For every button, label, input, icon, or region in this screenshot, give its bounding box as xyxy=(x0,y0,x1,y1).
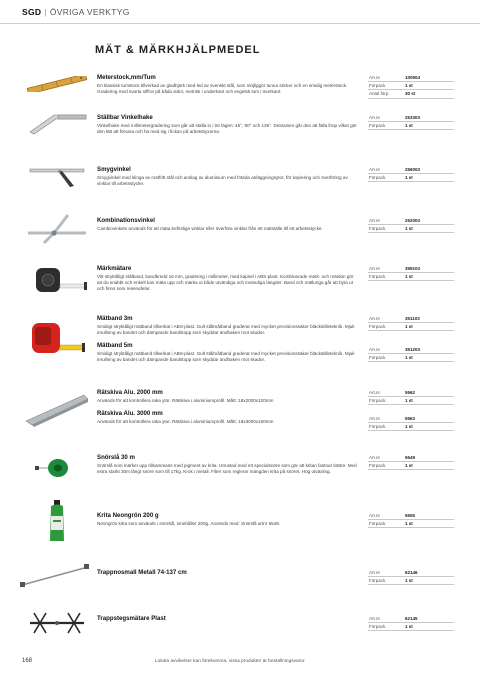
spec-label: Art.nr xyxy=(368,415,404,423)
product-name: Meterstock,mm/Tum xyxy=(97,74,156,81)
article-number: 100504 xyxy=(404,74,454,82)
spec-label: Förpack. xyxy=(368,423,404,431)
spec-label: Art.nr xyxy=(368,346,404,354)
product-description: Smidigt stryktåligt mätband tillverkat i ABS-plast. Gult stålmåtband graderat med mycket precisionssäker bläckstilletekník. Mjuk inrullning av bandet och dämpande bandstopp som skyddar ändhaken mot skador. xyxy=(97,324,355,335)
product-name: Trappstegsmätare Plast xyxy=(97,615,166,622)
pack-size: 1 st xyxy=(404,462,454,470)
pack-size: 1 st xyxy=(404,122,454,130)
spec-table xyxy=(368,569,454,585)
spec-table xyxy=(368,217,454,233)
article-number: 5555 xyxy=(404,512,454,520)
spec-table xyxy=(368,389,454,405)
spec-label: Art.nr xyxy=(368,114,404,122)
product-name: Kombinationsvinkel xyxy=(97,217,155,224)
pack-size: 1 st xyxy=(404,225,454,233)
pack-size: 1 st xyxy=(404,520,454,528)
product-description: Vitt stryktåligt stålband, bandbredd 16 mm, gradering i millimeter, med kapsel i ABS-plast. Kombinerade märk- och mätdon gör att du snabbt och enkelt kan mäta upp och märka ut både utvändiga och invändiga längder. Band och mätlunga går att byta ut och finns som reservdelar. xyxy=(97,274,354,291)
spec-table xyxy=(368,615,454,631)
spec-table xyxy=(368,454,454,470)
article-number: 256003 xyxy=(404,166,454,174)
product-name: Smygvinkel xyxy=(97,166,131,173)
product-description: Snörslå som märker upp tillsammans med pigment av krita. Utrustad med ett specialsnöre som gör att kritan fastnar bättre. Med extra starkt 30m långt snöre som till 17kg. Krok i metall. Filter som reglerar mängden krita på snöret. Hög utväxling. xyxy=(97,463,357,474)
product-description: Vinkelhake med millimetergradering som går att ställa in i tre lägen: 45°, 90° och 135°. Dessutom går den att fälla ihop vilket gör den lätt att förvara och ha med sig i fickan på arbetsbyxorna. xyxy=(97,123,357,134)
spec-label: Art.nr xyxy=(368,389,404,397)
brand-name: SGD xyxy=(22,7,42,17)
article-number: 62146 xyxy=(404,569,454,577)
page-title: MÄT & MÄRKHJÄLPMEDEL xyxy=(95,44,261,56)
smygvinkel-image xyxy=(24,166,90,188)
article-number: 5549 xyxy=(404,454,454,462)
matband-image xyxy=(24,319,90,359)
pack-size: 1 st xyxy=(404,82,454,90)
spec-label: Förpack. xyxy=(368,273,404,281)
spec-label: Förpack. xyxy=(368,623,404,631)
page-header xyxy=(0,0,480,24)
spec-label: Förpack. xyxy=(368,225,404,233)
snorsla-image xyxy=(24,454,90,480)
article-number: 359103 xyxy=(404,265,454,273)
product-name: Mätband 3m xyxy=(97,315,133,322)
product-name: Krita Neongrön 200 g xyxy=(97,512,159,519)
header-breadcrumb: SGD | ÖVRIGA VERKTYG xyxy=(22,7,130,17)
product-name: Trappnosmall Metall 74-137 cm xyxy=(97,569,187,576)
spec-label: Art.nr xyxy=(368,569,404,577)
pack-size: 1 st xyxy=(404,577,454,585)
product-description: Smygvinkel med klinga av rostfritt stål och anslag av aluminium med fräsda anläggningsytor, för kopiering och överföring av vinklar till arbetsstycke. xyxy=(97,175,348,186)
product-name: Ställbar Vinkelhake xyxy=(97,114,153,121)
product-name: Rätskiva Alu. 2000 mm xyxy=(97,389,163,396)
spec-label: Förpack. xyxy=(368,354,404,362)
spec-table xyxy=(368,512,454,528)
product-description: Smidigt stryktåligt mätband tillverkat i ABS-plast. Gult stålmåtband graderat med mycket precisionssäker bläckstilletekník. Mjuk inrullning av bandet och dämpande bandstopp som skyddar ändhaken mot skador. xyxy=(97,351,355,362)
spec-label: Förpack. xyxy=(368,520,404,528)
spec-table xyxy=(368,265,454,281)
kombinationsvinkel-image xyxy=(24,211,90,245)
spec-label: Förpack. xyxy=(368,323,404,331)
spec-label: Förpack. xyxy=(368,577,404,585)
spec-label: Förpack. xyxy=(368,397,404,405)
pack-count: 30 st xyxy=(404,90,454,98)
pack-size: 1 st xyxy=(404,174,454,182)
spec-label: Förpack. xyxy=(368,174,404,182)
vinkelhake-image xyxy=(24,112,90,136)
krita-image xyxy=(24,498,90,544)
product-description: En klassisk tumstock tillverkad av gladbjörk med led av svenskt stål, som möjliggör tunna sticker och en smidig meterstock. Gradering med svarta siffror på båda sidor, metrisk i underkant och engelsk tum i överkant. xyxy=(97,83,348,94)
section-name: ÖVRIGA VERKTYG xyxy=(49,7,130,17)
spec-table xyxy=(368,166,454,182)
spec-table xyxy=(368,315,454,331)
pack-size: 1 st xyxy=(404,397,454,405)
spec-label: Art.nr xyxy=(368,315,404,323)
page-number: 168 xyxy=(22,658,33,664)
article-number: 62145 xyxy=(404,615,454,623)
trappstegsmatare-image xyxy=(24,609,90,639)
product-name: Mätband 5m xyxy=(97,342,133,349)
product-name: Rätskiva Alu. 3000 mm xyxy=(97,410,163,417)
spec-label: Art.nr xyxy=(368,454,404,462)
article-number: 351203 xyxy=(404,346,454,354)
pack-size: 1 st xyxy=(404,273,454,281)
spec-label: Art.nr xyxy=(368,265,404,273)
pack-size: 1 st xyxy=(404,323,454,331)
spec-label: Förpack. xyxy=(368,462,404,470)
meterstock-image xyxy=(24,76,90,92)
spec-label: Art.nr xyxy=(368,217,404,225)
article-number: 5563 xyxy=(404,415,454,423)
spec-label: Art.nr xyxy=(368,74,404,82)
spec-table xyxy=(368,346,454,362)
spec-label: Art.nr xyxy=(368,166,404,174)
pack-size: 1 st xyxy=(404,354,454,362)
spec-label: Art.nr xyxy=(368,615,404,623)
pack-size: 1 st xyxy=(404,423,454,431)
footer-note: Lokala avvikelser kan förekomma, vissa produkter är beställningsvaror. xyxy=(155,659,306,664)
article-number: 351103 xyxy=(404,315,454,323)
ratskiva-image xyxy=(24,391,90,427)
pack-size: 1 st xyxy=(404,623,454,631)
article-number: 5562 xyxy=(404,389,454,397)
spec-label: Antal förp. xyxy=(368,90,404,98)
spec-label: Art.nr xyxy=(368,512,404,520)
product-description: Används för att kontrollera raka ytor. Rätskiva i aluminiumprofil. Mått: 18x3000x100mm xyxy=(97,419,274,424)
article-number: 253303 xyxy=(404,114,454,122)
spec-label: Förpack. xyxy=(368,82,404,90)
article-number: 252003 xyxy=(404,217,454,225)
product-description: Cambiovinkeln används för att mäta befintliga vinklar eller överföra vinklar från ett mätställe till ett arbetsstycke. xyxy=(97,226,323,231)
product-name: Snörslå 30 m xyxy=(97,454,135,461)
markmatare-image xyxy=(24,265,90,295)
product-description: Används för att kontrollera raka ytor. Rätskiva i aluminiumprofil. Mått: 18x2000x100mm xyxy=(97,398,274,403)
trappnosmall-image xyxy=(18,563,92,587)
spec-table xyxy=(368,114,454,130)
product-description: Neongrön krita som används i snörslå, innehåller 200g. Används med: Snörslå artnr 5549. xyxy=(97,521,281,526)
product-name: Märkmätare xyxy=(97,265,132,272)
spec-table xyxy=(368,74,454,99)
spec-label: Förpack. xyxy=(368,122,404,130)
spec-table xyxy=(368,415,454,431)
